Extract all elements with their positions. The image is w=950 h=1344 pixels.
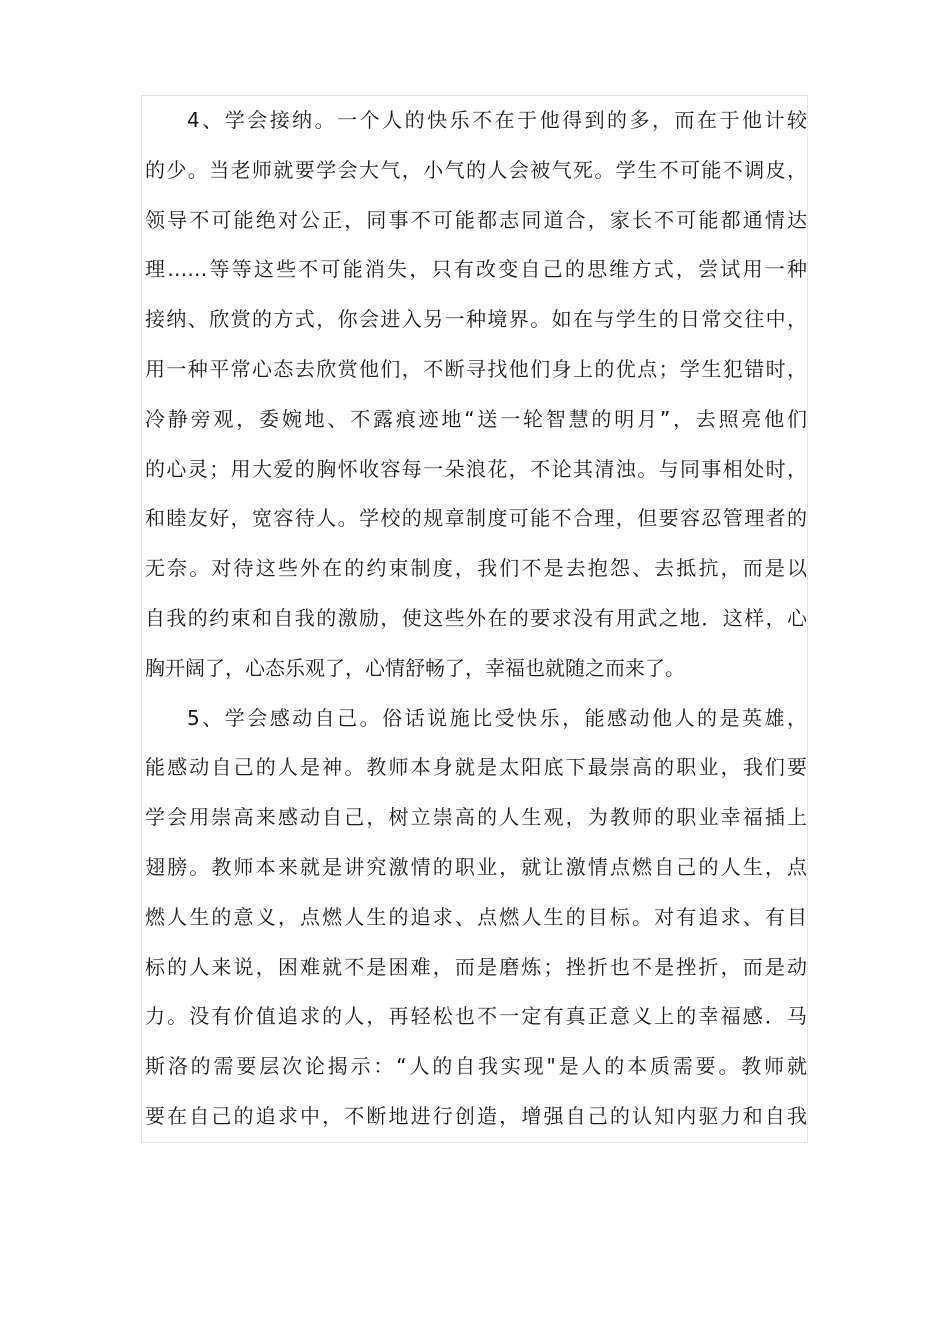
text-line: 胸开阔了，心态乐观了，心情舒畅了，幸福也就随之而来了。 [145, 655, 685, 680]
paragraph-4-accept [145, 96, 807, 694]
text-line: 5、学会感动自己。俗话说施比受快乐，能感动他人的是英雄， [187, 705, 807, 730]
text-line: 4、学会接纳。一个人的快乐不在于他得到的多，而在于他计较 [187, 108, 807, 132]
text-line: 能感动自己的人是神。教师本身就是太阳底下最崇高的职业，我们要 [145, 755, 807, 780]
document-body [145, 96, 807, 1142]
text-line: 翅膀。教师本来就是讲究激情的职业，就让激情点燃自己的人生，点 [145, 854, 807, 879]
text-line: 学会用崇高来感动自己，树立崇高的人生观，为教师的职业幸福插上 [145, 805, 807, 830]
text-line: 和睦友好，宽容待人。学校的规章制度可能不合理，但要容忍管理者的 [145, 506, 807, 531]
text-line: 自我的约束和自我的激励，使这些外在的要求没有用武之地．这样，心 [145, 605, 807, 630]
text-line: 的少。当老师就要学会大气，小气的人会被气死。学生不可能不调皮， [145, 157, 807, 182]
text-line: 标的人来说，困难就不是困难，而是磨炼；挫折也不是挫折，而是动 [145, 954, 807, 979]
text-line: 用一种平常心态去欣赏他们，不断寻找他们身上的优点；学生犯错时， [145, 356, 807, 381]
text-line: 力。没有价值追求的人，再轻松也不一定有真正意义上的幸福感．马 [145, 1004, 807, 1029]
text-line: 的心灵；用大爱的胸怀收容每一朵浪花，不论其清浊。与同事相处时， [145, 456, 807, 481]
text-line: 接纳、欣赏的方式，你会进入另一种境界。如在与学生的日常交往中， [145, 307, 807, 332]
text-line: 领导不可能绝对公正，同事不可能都志同道合，家长不可能都通情达 [145, 207, 807, 232]
paragraph-5-self-moving [145, 694, 807, 1142]
text-line: 冷静旁观，委婉地、不露痕迹地“送一轮智慧的明月”，去照亮他们 [145, 406, 807, 431]
text-line: 斯洛的需要层次论揭示：“人的自我实现"是人的本质需要。教师就 [145, 1054, 807, 1079]
text-line: 要在自己的追求中，不断地进行创造，增强自己的认知内驱力和自我 [145, 1103, 807, 1128]
text-line: 无奈。对待这些外在的约束制度，我们不是去抱怨、去抵抗，而是以 [145, 556, 807, 581]
text-line: 燃人生的意义，点燃人生的追求、点燃人生的目标。对有追求、有目 [145, 904, 807, 929]
text-line: 理……等等这些不可能消失，只有改变自己的思维方式，尝试用一种 [145, 257, 807, 282]
